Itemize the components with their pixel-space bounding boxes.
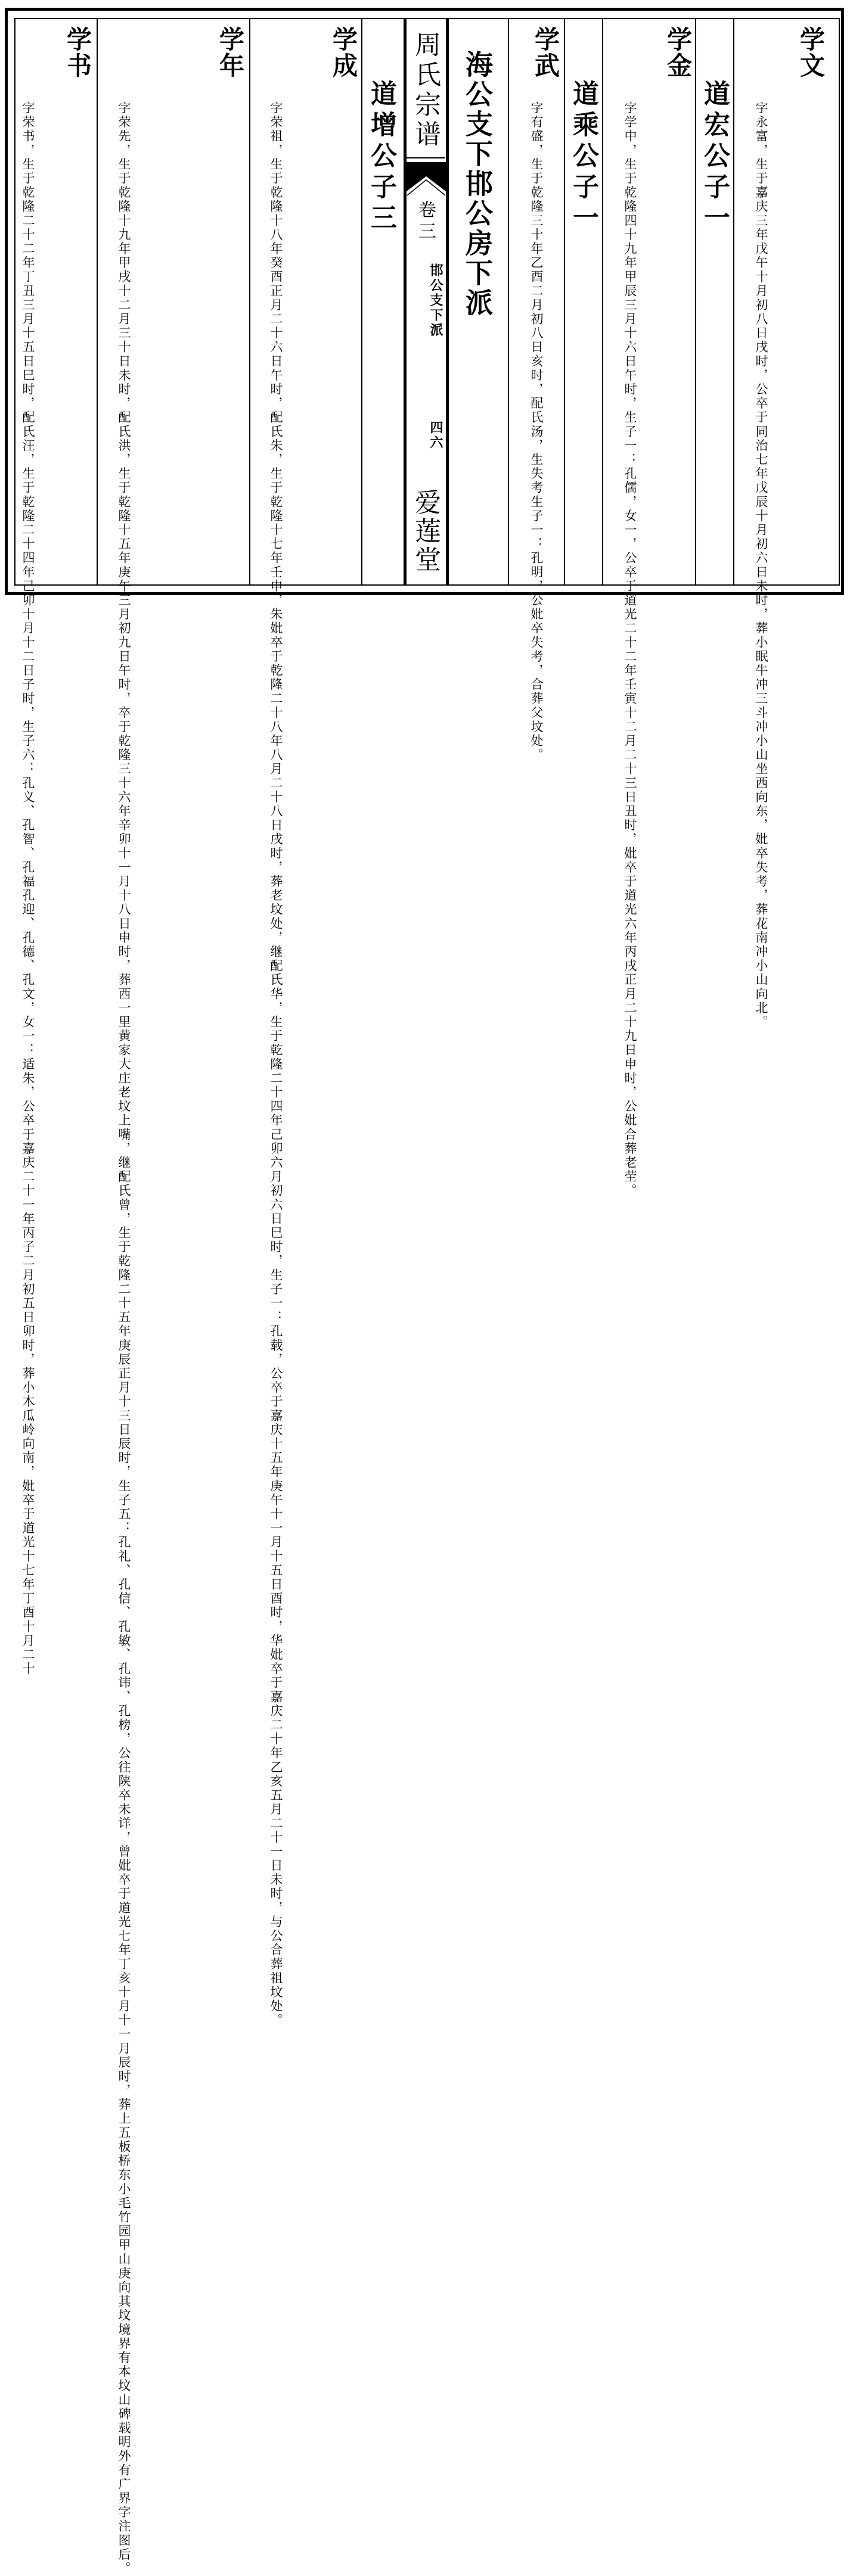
biography-text: 字荣祖，生于乾隆十八年癸酉正月二十六日午时，配氏朱，生于乾隆十七年壬申，朱妣卒于乾隆二十八年八月二十八日戌时，葬老坟处，继配氏华，生于乾隆二十四年己卯六月初六日巳时，生子一：孔载，公卒于嘉庆十五年庚午十一月十五日酉时，华妣卒于嘉庆二十年乙亥五月二十一日未时，与公合葬祖坟处。 bbox=[269, 101, 283, 2028]
spine-border-right bbox=[446, 18, 449, 585]
column-divider bbox=[508, 18, 509, 585]
column-divider bbox=[602, 18, 603, 585]
spine-rule bbox=[406, 157, 445, 158]
person-name: 学文 bbox=[796, 26, 826, 79]
column-divider bbox=[695, 18, 696, 585]
biography-text: 字学中，生于乾隆四十九年甲辰三月十六日午时，生子一：孔儒，女一，公卒于道光二十二年壬寅十二月二十三日丑时，妣卒于道光六年丙戌正月二十九日申时，公妣合葬老茔。 bbox=[623, 101, 637, 1198]
person-name: 学书 bbox=[63, 26, 92, 79]
column-divider bbox=[564, 18, 565, 585]
person-name: 学武 bbox=[531, 26, 560, 79]
person-name: 学成 bbox=[329, 26, 358, 79]
generation-heading: 道宏公子一 bbox=[699, 80, 730, 235]
person-name: 学年 bbox=[216, 26, 245, 79]
biography-text: 字荣先，生于乾隆十九年甲戌十二月三十日未时，配氏洪，生于乾隆十五年庚午三月初九日午时，卒于乾隆三十六年辛卯十一月十八日申时，葬西一里黄家大庄老坟上嘴，继配氏曾，生于乾隆二十五年庚辰正月十三日辰时，生子五：孔礼、孔信、孔敏、孔讳、孔榜，公往陕卒未详，曾妣卒于道光七年丁亥十月十一月辰时，葬上五板桥东小毛竹园甲山庚向其坟境界有本坟山碑载明外有广界字注图后。 bbox=[117, 101, 131, 2576]
spine-title: 周氏宗谱 bbox=[410, 31, 440, 150]
generation-heading: 道乘公子一 bbox=[568, 80, 598, 235]
spine-volume: 卷三 bbox=[415, 200, 436, 243]
person-name: 学金 bbox=[663, 26, 693, 79]
column-divider bbox=[733, 18, 734, 585]
spine-hall-name: 爱莲堂 bbox=[410, 489, 440, 574]
spine-page-number: 四六 bbox=[428, 421, 443, 450]
biography-text: 字永富，生于嘉庆三年戊午十月初八日戌时，公卒于同治七年戊辰十月初六日未时，葬小眠牛冲三斗冲小山坐西向东，妣卒失考，葬花南冲小山向北。 bbox=[754, 101, 768, 1029]
biography-text: 字有盛，生于乾隆三十年乙酉二月初八日亥时，配氏汤，生失考生子一：孔明，公妣卒失考，合葬父坟处。 bbox=[529, 101, 544, 763]
generation-heading: 道增公子三 bbox=[366, 80, 396, 235]
spine-border-left bbox=[404, 18, 407, 585]
column-divider bbox=[361, 18, 362, 585]
spine-subtitle: 邯公支下派 bbox=[428, 263, 443, 338]
branch-heading: 海公支下邯公房下派 bbox=[461, 50, 494, 318]
column-divider bbox=[97, 18, 98, 585]
fishtail-mark bbox=[406, 160, 446, 193]
biography-text: 字荣书，生于乾隆二十二年丁丑三月十五日巳时，配氏汪，生于乾隆二十四年己卯十月十二日子时，生子六：孔义、孔智、孔福孔迎、孔德、孔文，女一：适朱，公卒于嘉庆二十一年丙子二月初五日卯时，葬小木瓜岭向南，妣卒于道光十七年丁酉十月二十 bbox=[21, 101, 35, 1676]
column-divider bbox=[249, 18, 250, 585]
